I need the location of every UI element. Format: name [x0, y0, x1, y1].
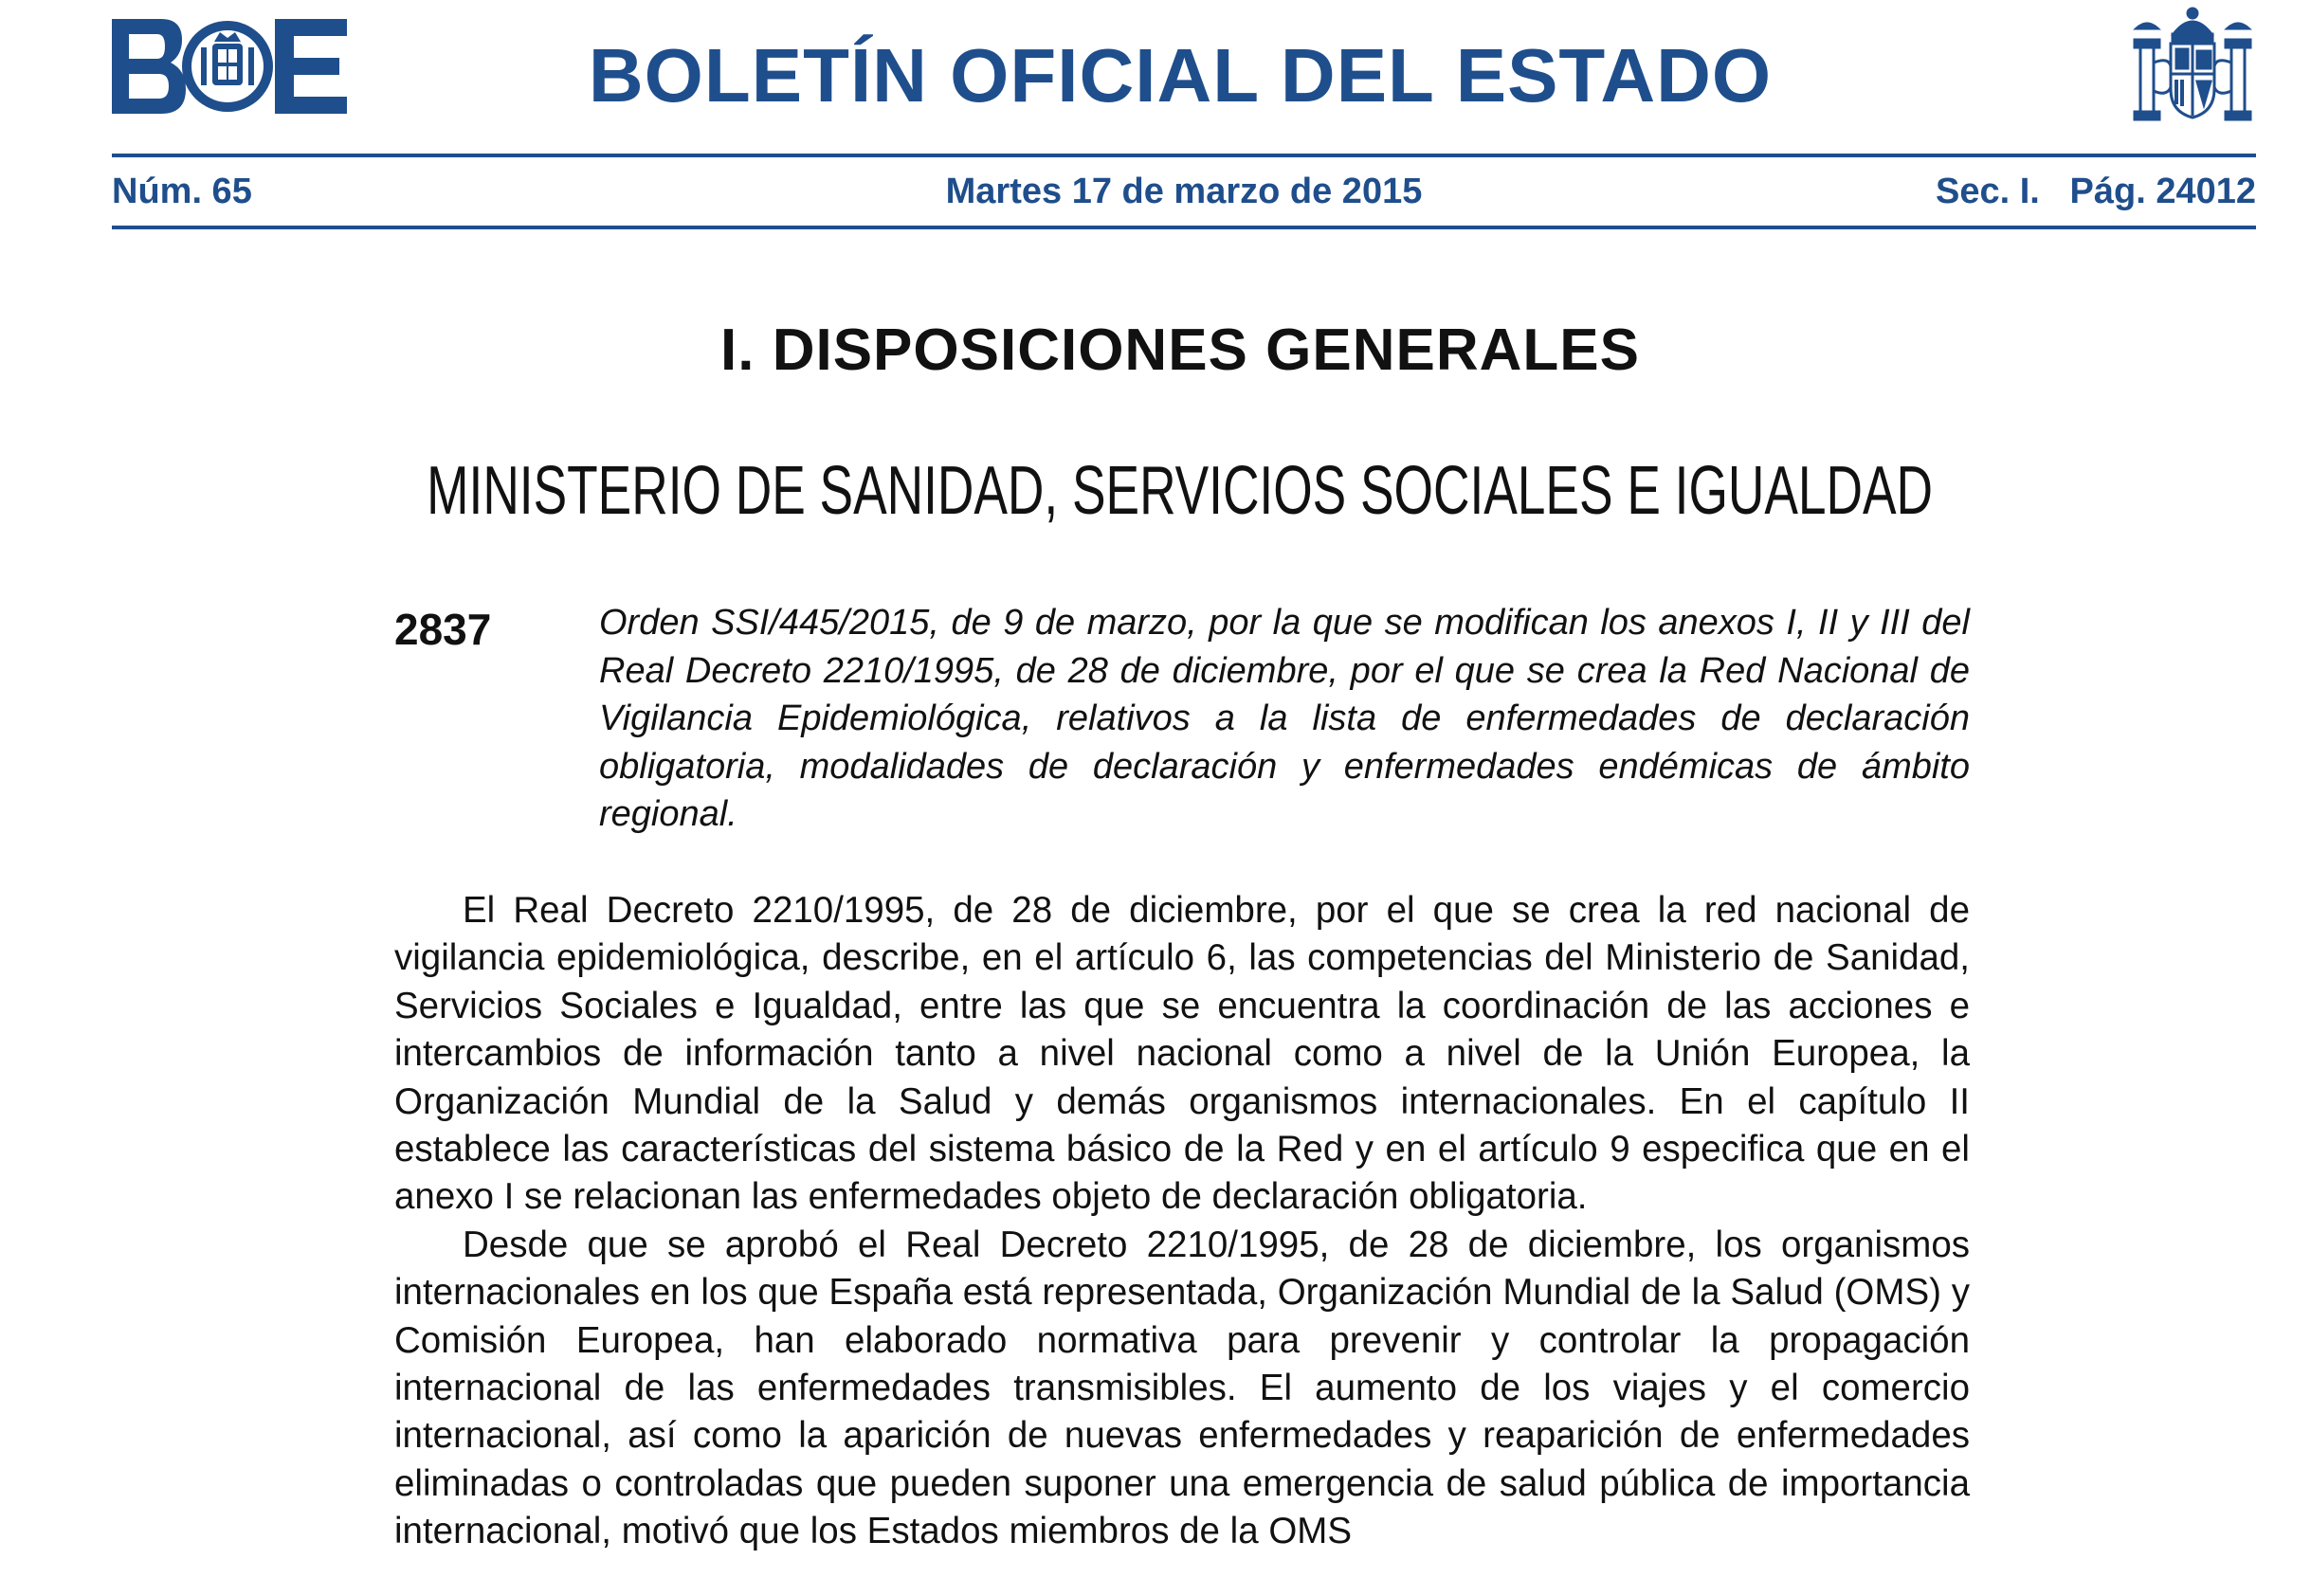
issue-date: Martes 17 de marzo de 2015: [945, 172, 1423, 211]
issue-number: Núm. 65: [112, 172, 252, 211]
body-text: [394, 887, 1970, 1556]
header-rule-bottom: [112, 226, 2256, 229]
bulletin-title: BOLETÍN OFICIAL DEL ESTADO: [588, 33, 1773, 118]
header-meta: [112, 167, 2256, 216]
section-page: Sec. I. Pág. 24012: [1936, 172, 2256, 211]
coat-of-arms-icon: [2131, 6, 2254, 127]
body-paragraph: El Real Decreto 2210/1995, de 28 de diciembre, por el que se crea la red nacional de vigilancia epidemiológica, describe, en el artículo 6, las competencias del Ministerio de Sanidad, Servicios Sociales e Igualdad, entre las que se encuentra la coordinación de las acciones e intercambios de información tanto a nivel nacional como a nivel de la Unión Europea, la Organización Mundial de la Salud y demás organismos internacionales. En el capítulo II establece las características del sistema básico de la Red y en el artículo 9 especifica que en el anexo I se relacionan las enfermedades objeto de declaración obligatoria.: [394, 890, 1970, 1218]
disposition-number: 2837: [394, 605, 492, 654]
header-rule-top: [112, 154, 2256, 157]
ministry-heading-text: MINISTERIO DE SANIDAD, SERVICIOS SOCIALES E IGUALDAD: [427, 453, 1934, 529]
section-heading: I. DISPOSICIONES GENERALES: [720, 317, 1640, 383]
disposition-title: Orden SSI/445/2015, de 9 de marzo, por la que se modifican los anexos I, II y III del Real Decreto 2210/1995, de 28 de diciembre, por el que se crea la Red Nacional de Vigilancia Epidemiológica, relativos a la lista de enfermedades de declaración obligatoria, modalidades de declaración y enfermedades endémicas de ámbito regional.: [599, 603, 1970, 834]
body-paragraph: Desde que se aprobó el Real Decreto 2210/1995, de 28 de diciembre, los organismos internacionales en los que España está representada, Organización Mundial de la Salud (OMS) y Comisión Europea, han elaborado normativa para prevenir y controlar la propagación internacional de las enfermedades transmisibles. El aumento de los viajes y el comercio internacional, así como la aparición de nuevas enfermedades y reaparición de enfermedades eliminadas o controladas que pueden suponer una emergencia de salud pública de importancia internacional, motivó que los Estados miembros de la OMS: [394, 1224, 1970, 1552]
ministry-heading: [0, 444, 2311, 538]
